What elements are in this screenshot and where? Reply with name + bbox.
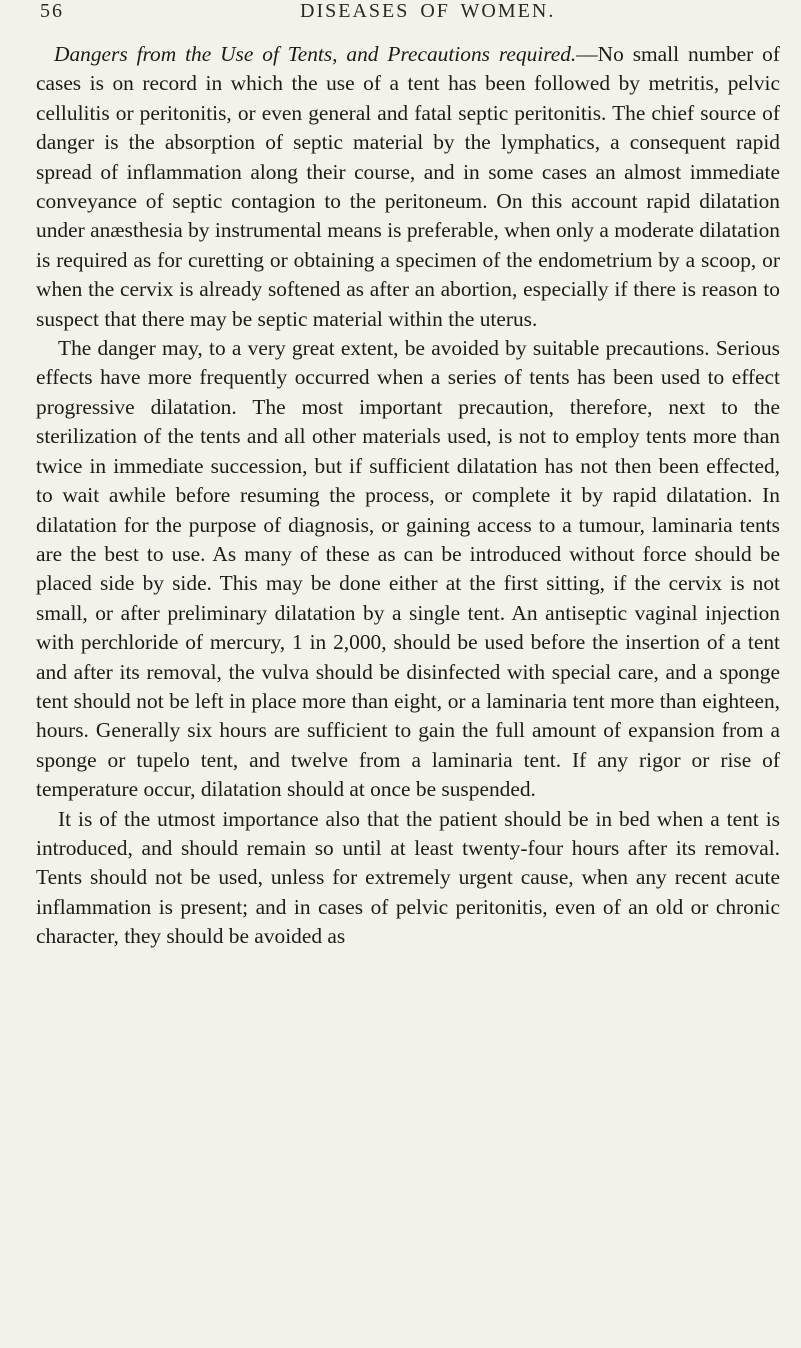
running-head bbox=[40, 0, 777, 28]
paragraph-1-text: —No small number of cases is on record in which the use of a tent has been followed by metritis, pelvic cellulitis or peritonitis, or even general and fatal septic peritonitis. The chief source of danger is the absorption of septic material by the lymphatics, a consequent rapid spread of inflammation along their course, and in some cases an almost immediate conveyance of septic contagion to the peritoneum. On this account rapid dilatation under anæsthesia by instrumental means is preferable, when only a moderate dilatation is required as for curetting or obtaining a specimen of the endometrium by a scoop, or when the cervix is already softened as after an abortion, especially if there is reason to suspect that there may be septic material within the uterus. bbox=[36, 42, 780, 331]
running-title: DISEASES OF WOMEN. bbox=[300, 0, 556, 22]
paragraph-precautions: The danger may, to a very great extent, be avoided by suitable precautions. Serious effects have more frequently occurred when a series of tents has been used to effect progressive dilatation. The most important precaution, therefore, next to the sterilization of the tents and all other materials used, is not to employ tents more than twice in immediate succession, but if sufficient dilatation has not then been effected, to wait awhile before resuming the process, or complete it by rapid dilatation. In dilatation for the purpose of diagnosis, or gaining access to a tumour, laminaria tents are the best to use. As many of these as can be introduced without force should be placed side by side. This may be done either at the first sitting, if the cervix is not small, or after preliminary dilatation by a single tent. An antiseptic vaginal injection with perchloride of mercury, 1 in 2,000, should be used before the insertion of a tent and after its removal, the vulva should be disinfected with special care, and a sponge tent should not be left in place more than eight, or a laminaria tent more than eighteen, hours. Generally six hours are sufficient to gain the full amount of expansion from a sponge or tupelo tent, and twelve from a laminaria tent. If any rigor or rise of temperature occur, dilatation should at once be suspended. bbox=[36, 336, 780, 802]
paragraph-dangers bbox=[36, 40, 780, 334]
page-number: 56 bbox=[40, 0, 64, 22]
body-text bbox=[36, 40, 780, 952]
section-heading: Dangers from the Use of Tents, and Precautions required. bbox=[54, 42, 577, 66]
paragraph-bed-rest: It is of the utmost importance also that the patient should be in bed when a tent is introduced, and should remain so until at least twenty-four hours after its removal. Tents should not be used, unless for extremely urgent cause, when any recent acute inflammation is present; and in cases of pelvic peritonitis, even of an old or chronic character, they should be avoided as bbox=[36, 806, 780, 949]
